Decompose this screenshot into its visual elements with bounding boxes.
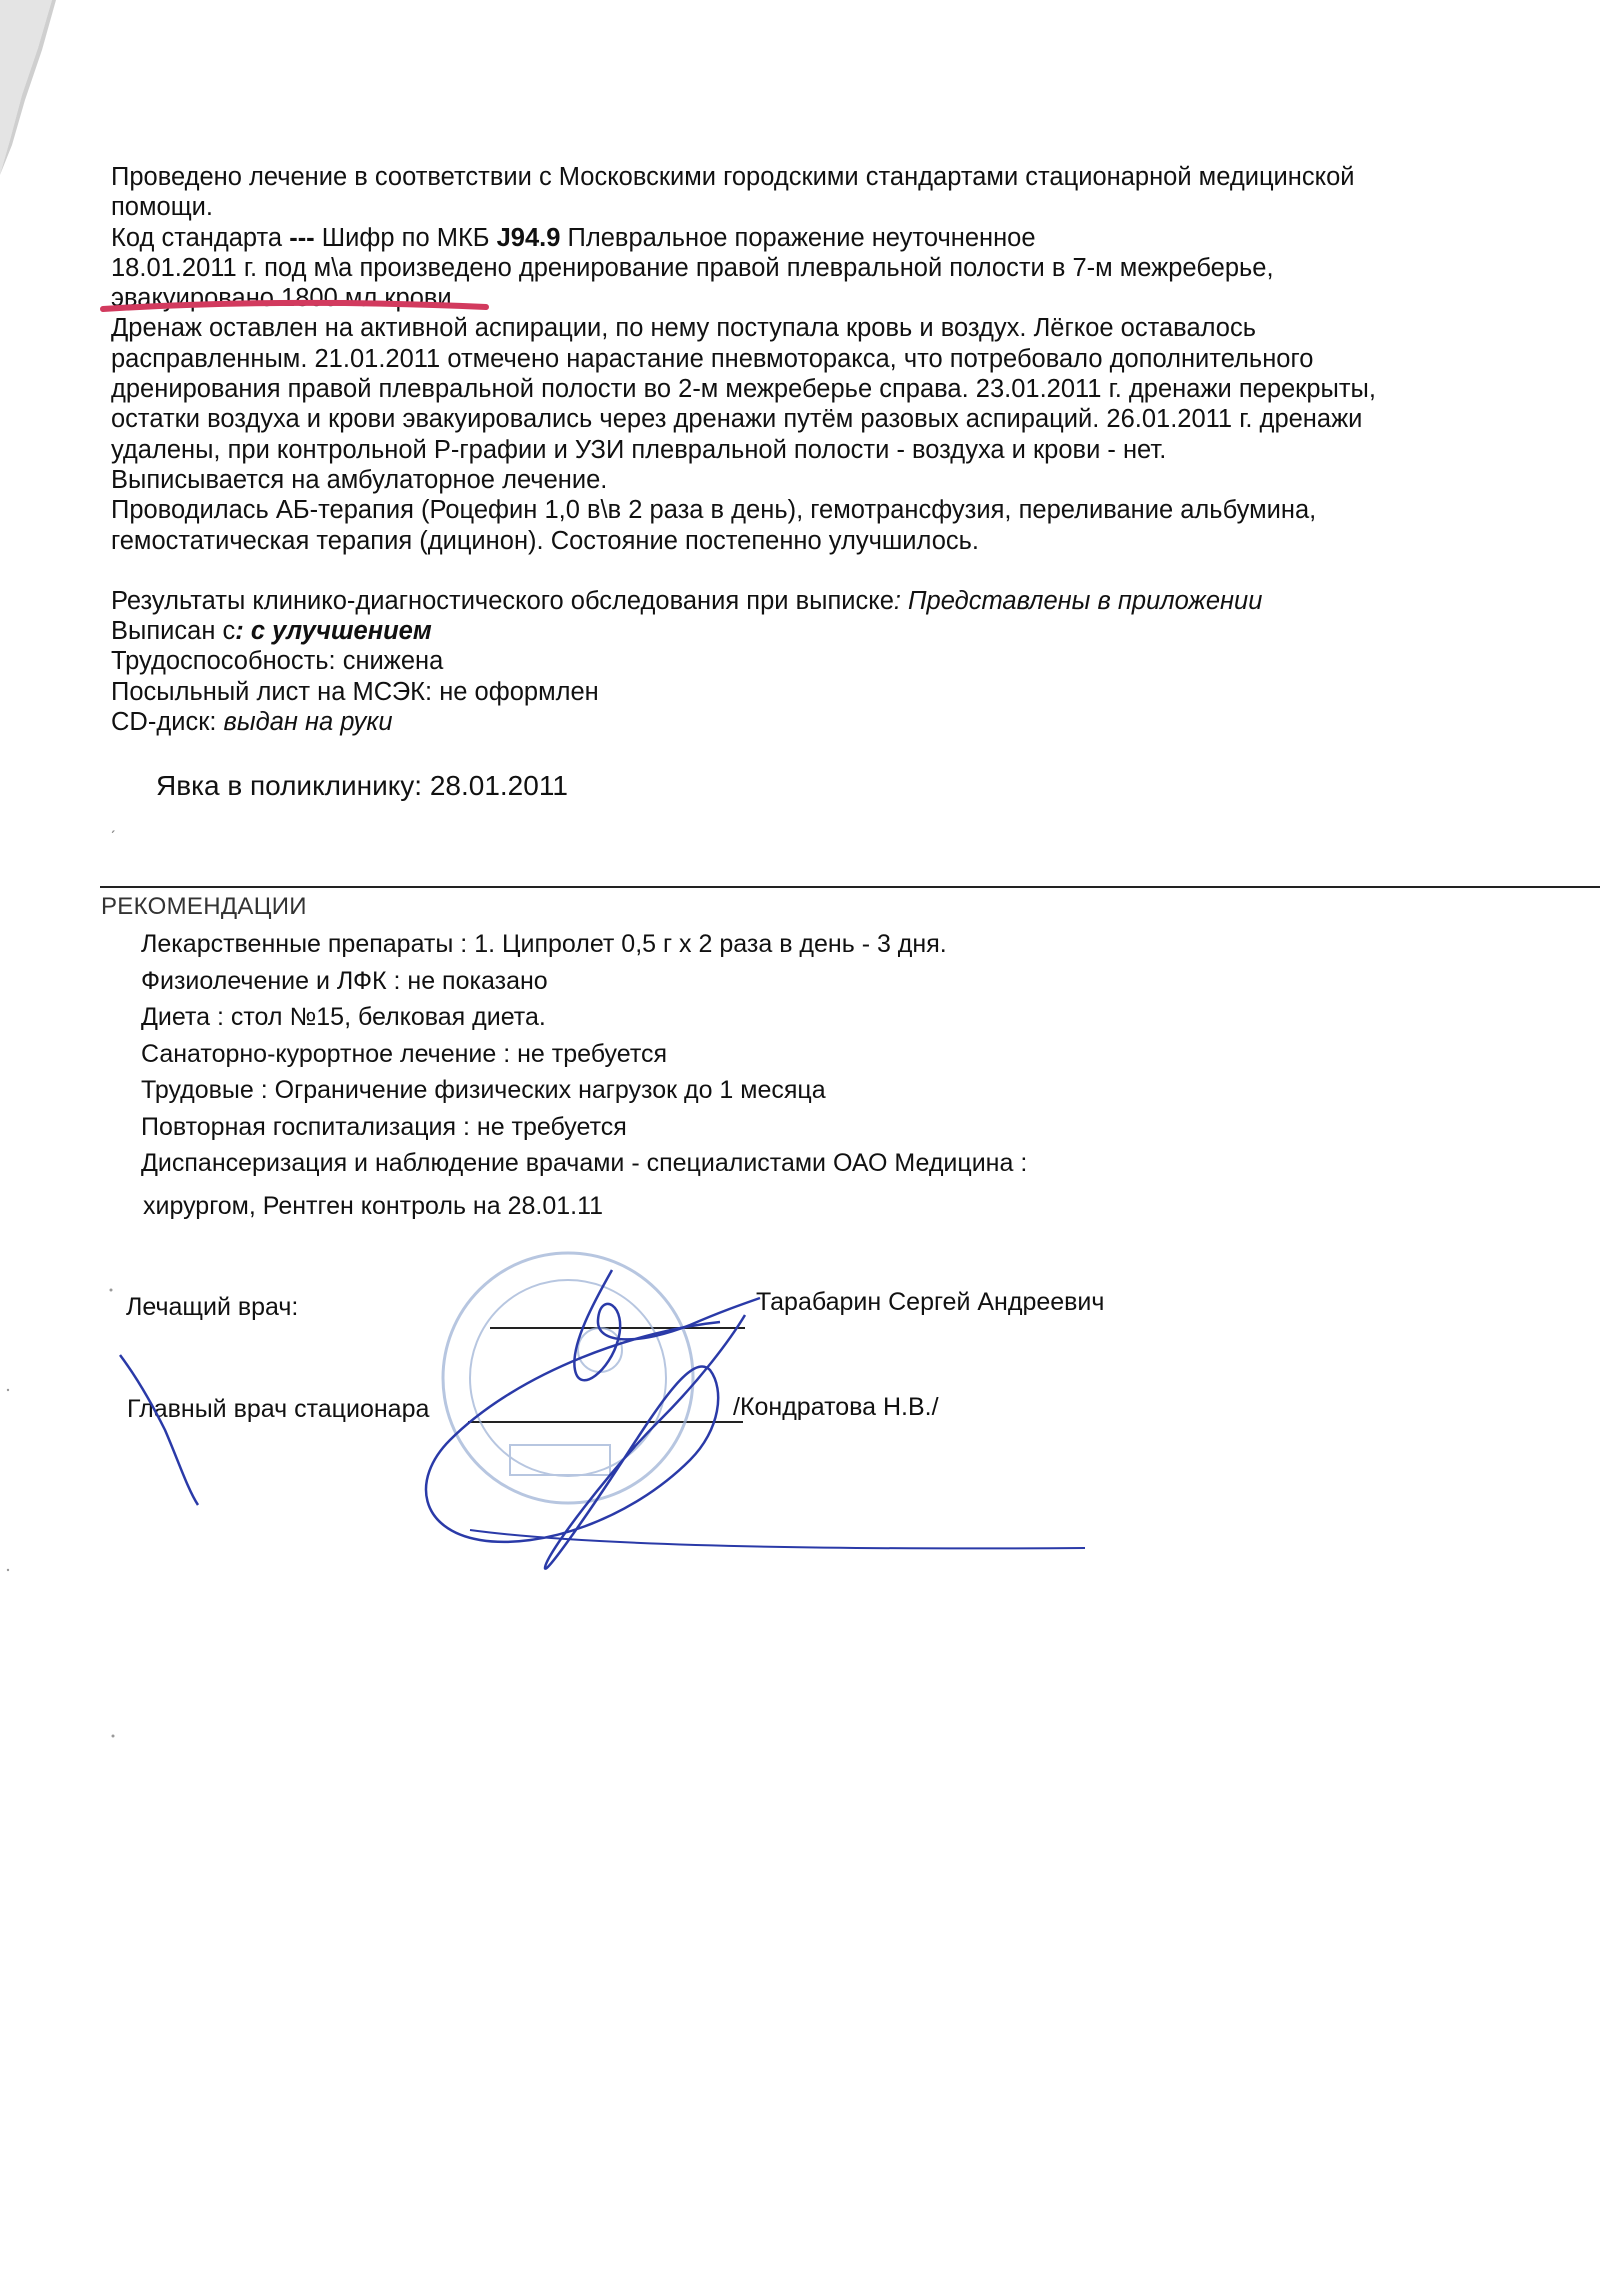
treatment-line: расправленным. 21.01.2011 отмечено нарастание пневмоторакса, что потребовало дополнительного xyxy=(111,344,1314,373)
margin-pen-stroke xyxy=(120,1355,198,1505)
appointment-date: Явка в поликлинику: 28.01.2011 xyxy=(156,770,568,801)
scan-specks xyxy=(7,1289,115,1738)
blood-volume-text: эвакуировано 1800 мл крови. xyxy=(111,284,459,313)
standard-value: --- xyxy=(289,223,315,252)
cd-line xyxy=(111,707,1531,737)
attending-doctor-name: Тарабарин Сергей Андреевич xyxy=(756,1288,1105,1316)
icd-label: Шифр по МКБ xyxy=(314,223,497,252)
chief-doctor-label: Главный врач стационара xyxy=(127,1395,430,1423)
treatment-line: гемостатическая терапия (дицинон). Состояние постепенно улучшилось. xyxy=(111,526,980,555)
recommendation-item: Физиолечение и ЛФК : не показано xyxy=(141,966,548,995)
work-capacity-label: Трудоспособность: xyxy=(111,647,343,676)
folded-corner xyxy=(0,0,60,180)
recommendation-item: Диспансеризация и наблюдение врачами - специалистами ОАО Медицина : xyxy=(141,1149,1028,1177)
status-label: Выписан с xyxy=(111,617,236,646)
treatment-line: Дренаж оставлен на активной аспирации, по нему поступала кровь и воздух. Лёгкое оставалось xyxy=(111,314,1257,343)
round-stamp xyxy=(443,1253,693,1503)
icd-description: Плевральное поражение неуточненное xyxy=(560,223,1036,252)
highlighted-line xyxy=(111,283,1531,313)
attending-signature-line xyxy=(490,1327,745,1329)
msek-line xyxy=(111,677,1531,707)
treatment-line: Проводилась АБ-терапия (Роцефин 1,0 в\в 2 раза в день), гемотрансфузия, переливание альбумина, xyxy=(111,496,1317,525)
recommendations-list xyxy=(141,926,1027,1182)
treatment-line: удалены, при контрольной Р-графии и УЗИ плевральной полости - воздуха и крови - нет. xyxy=(111,435,1167,464)
msek-label: Посыльный лист на МСЭК: xyxy=(111,677,440,706)
recommendations-heading: РЕКОМЕНДАЦИИ xyxy=(101,893,307,920)
recommendation-item: Трудовые : Ограничение физических нагрузок до 1 месяца xyxy=(141,1076,826,1104)
chief-doctor-name: /Кондратова Н.В./ xyxy=(733,1393,939,1421)
cd-value: выдан на руки xyxy=(223,708,393,737)
attending-doctor-label: Лечащий врач: xyxy=(126,1293,299,1321)
icd-code: J94.9 xyxy=(496,223,561,252)
results-label: Результаты клинико-диагностического обследования при выписке xyxy=(111,586,894,615)
scan-mark: ˊ xyxy=(110,828,116,848)
status-value: : с улучшением xyxy=(235,617,432,646)
cd-label: CD-диск: xyxy=(111,708,224,737)
standard-code-line xyxy=(111,223,1531,253)
recommendation-item: Диета : стол №15, белковая диета. xyxy=(141,1003,546,1031)
treatment-line: остатки воздуха и крови эвакуировались через дренажи путём разовых аспираций. 26.01.2011 г. дренажи xyxy=(111,405,1363,434)
msek-value: не оформлен xyxy=(439,677,599,706)
chief-signature xyxy=(426,1315,745,1569)
results-line xyxy=(111,586,1531,616)
treatment-line: 18.01.2011 г. под м\а произведено дренирование правой плевральной полости в 7-м межреберье, xyxy=(111,253,1274,282)
treatment-line: дренирования правой плевральной полости во 2-м межреберье справа. 23.01.2011 г. дренажи перекрыты, xyxy=(111,375,1376,404)
recommendation-item: Лекарственные препараты : 1. Ципролет 0,5 г х 2 раза в день - 3 дня. xyxy=(141,930,947,958)
recommendation-item: Санаторно-курортное лечение : не требуется xyxy=(141,1039,668,1068)
results-value: : Представлены в приложении xyxy=(893,586,1263,615)
work-capacity-line xyxy=(111,646,1531,676)
work-capacity-value: снижена xyxy=(342,647,444,676)
chief-signature-tail xyxy=(470,1530,1085,1548)
treatment-line: помощи. xyxy=(111,193,214,222)
treatment-line: Проведено лечение в соответствии с Московскими городскими стандартами стационарной медицинской xyxy=(111,163,1355,191)
recommendation-item: Повторная госпитализация : не требуется xyxy=(141,1112,627,1141)
standard-label: Код стандарта xyxy=(111,223,290,252)
attending-signature xyxy=(574,1270,760,1380)
treatment-line: Выписывается на амбулаторное лечение. xyxy=(111,465,608,494)
chief-signature-line xyxy=(468,1421,743,1423)
treatment-section xyxy=(111,162,1531,737)
recommendation-continuation: хирургом, Рентген контроль на 28.01.11 xyxy=(143,1192,604,1220)
status-line xyxy=(111,616,1531,646)
section-divider xyxy=(100,886,1600,888)
